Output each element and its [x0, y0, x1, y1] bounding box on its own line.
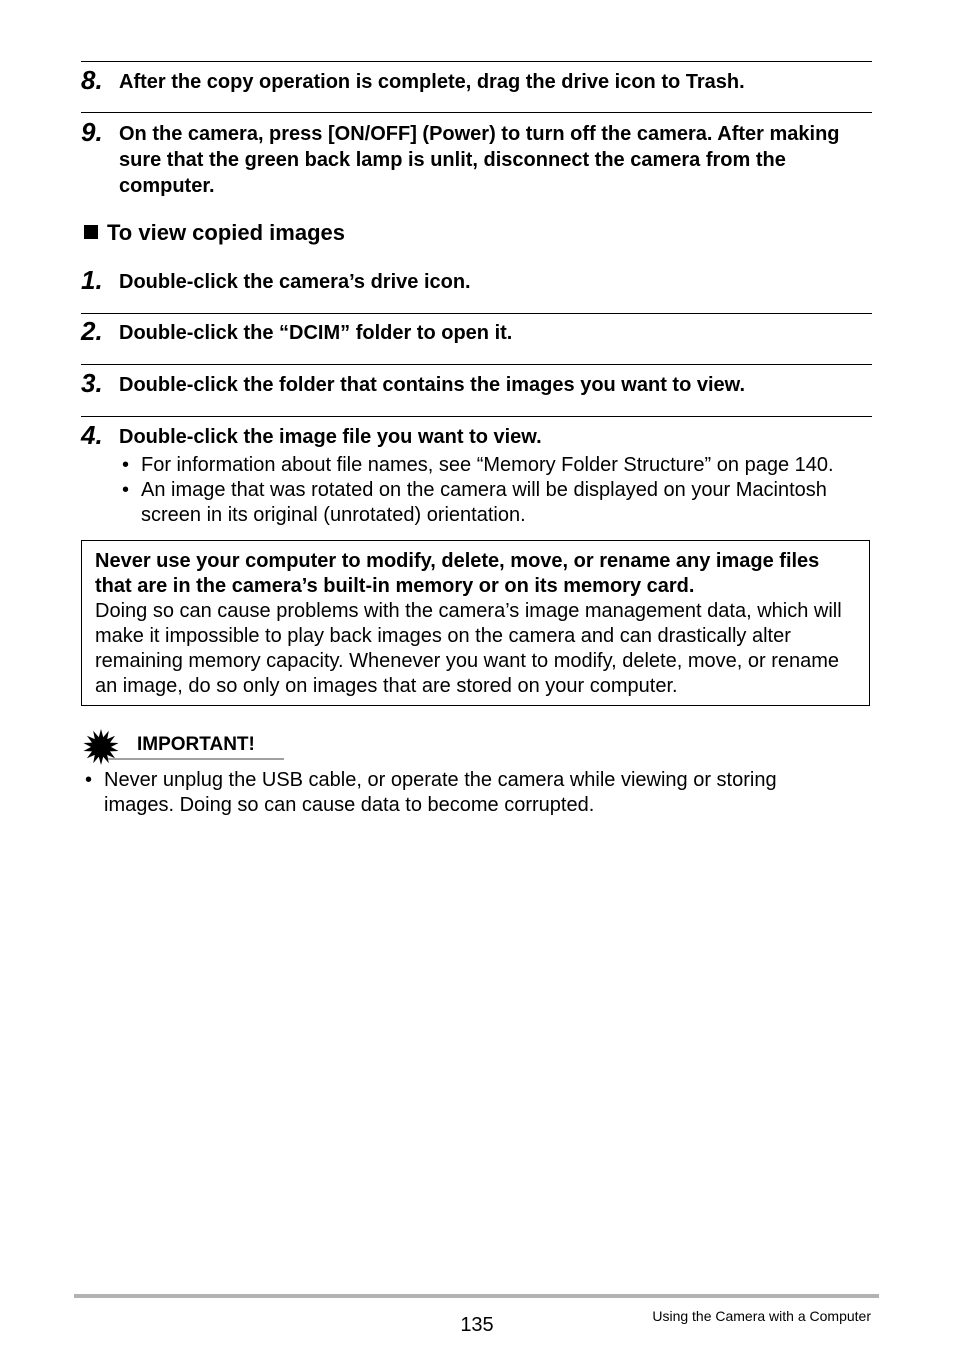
step-text-4: Double-click the image file you want to view. [119, 426, 542, 448]
footer-divider [74, 1294, 879, 1298]
important-underline [108, 758, 284, 760]
step-text-9: On the camera, press [ON/OFF] (Power) to turn off the camera. After making sure that the green back lamp is unlit, disconnect the camera from the computer. [119, 123, 840, 197]
divider [81, 112, 872, 113]
footer-section-name: Using the Camera with a Computer [652, 1308, 871, 1324]
page-number: 135 [460, 1314, 494, 1336]
step-text-2: Double-click the “DCIM” folder to open it. [119, 322, 513, 344]
important-label: IMPORTANT! [137, 734, 255, 755]
caution-body: Doing so can cause problems with the camera’s image management data, which will make it impossible to play back images on the camera and can drastically alter remaining memory capacity. Whenever you want to modify, delete, move, or rename an image, do so only on images that are stored on your computer. [95, 600, 842, 697]
bullet-dot: • [122, 454, 130, 476]
step-number-2: 2. [81, 316, 103, 346]
section-heading-text: To view copied images [107, 220, 345, 245]
section-heading [84, 219, 345, 247]
divider [81, 61, 872, 62]
step-number-1: 1. [81, 265, 103, 295]
list-item-text: For information about file names, see “Memory Folder Structure” on page 140. [141, 454, 834, 476]
list-item-text: Never unplug the USB cable, or operate the camera while viewing or storing images. Doing so can cause data to become corrupted. [104, 769, 777, 816]
bullet-dot: • [85, 769, 93, 791]
step-number-4: 4. [81, 420, 103, 450]
list-item-text: An image that was rotated on the camera will be displayed on your Macintosh screen in its original (unrotated) orientation. [141, 479, 827, 526]
caution-heading: Never use your computer to modify, delete, move, or rename any image files that are in the camera’s built-in memory or on its memory card. [95, 550, 820, 597]
divider [81, 416, 872, 417]
step-number-3: 3. [81, 368, 103, 398]
step-text-3: Double-click the folder that contains the images you want to view. [119, 374, 746, 396]
step-number-9: 9. [81, 117, 103, 147]
square-bullet-icon [84, 225, 98, 239]
step-text-1: Double-click the camera’s drive icon. [119, 271, 471, 293]
divider [81, 313, 872, 314]
step-number-8: 8. [81, 65, 103, 95]
step-text-8: After the copy operation is complete, drag the drive icon to Trash. [119, 71, 745, 93]
starburst-icon [82, 728, 120, 766]
bullet-dot: • [122, 479, 130, 501]
caution-box [81, 540, 870, 706]
divider [81, 364, 872, 365]
